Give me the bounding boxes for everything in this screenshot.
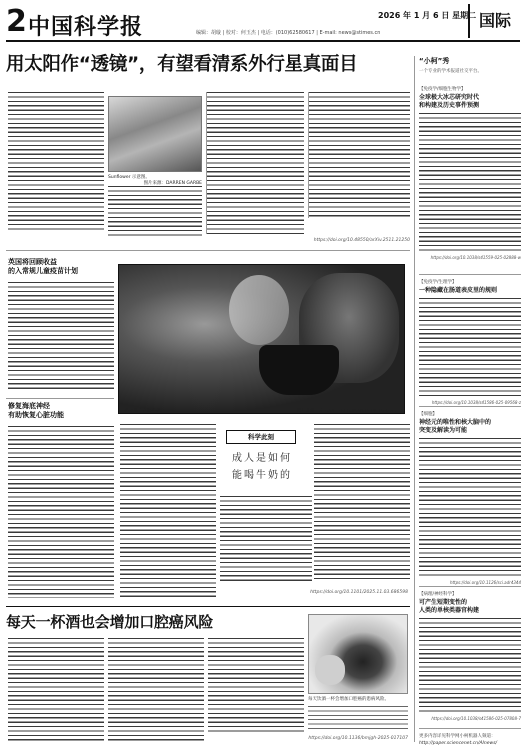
sidebar-item-title: 人类的单核类器官构建 xyxy=(419,607,480,614)
bottom-headline: 每天一杯酒也会增加口腔癌风险 xyxy=(6,613,214,631)
divider xyxy=(419,274,521,275)
section-divider xyxy=(6,250,410,251)
milk-stream xyxy=(229,275,289,345)
left-article-1 xyxy=(8,258,114,276)
bottom-article-link[interactable]: https://doi.org/10.1136/bmjgh-2025-017107 xyxy=(308,736,408,741)
sunflower-photo xyxy=(108,96,202,172)
section-label: 国际 xyxy=(468,4,520,38)
sidebar-item-body xyxy=(419,438,521,578)
sidebar-footer-link[interactable]: http://paper.sciencenet.cn/AInews/ xyxy=(419,741,498,746)
sidebar-item-tag: 【免疫学/细胞生物学】 xyxy=(419,87,466,92)
sidebar-item-link[interactable]: https://doi.org/10.1038/s41586-025-09568-z xyxy=(431,400,521,405)
divider xyxy=(419,586,521,587)
left-article-1-title-1: 英国将回顾收益 xyxy=(8,258,57,266)
feature-title-line-1: 成人是如何 xyxy=(232,453,292,464)
weekday-text: 星期二 xyxy=(452,11,477,20)
bottom-column-3 xyxy=(208,638,304,734)
feature-title xyxy=(222,450,302,486)
article-column-4 xyxy=(308,92,410,218)
newspaper-logo: 中国科学报 xyxy=(28,14,144,40)
bottom-column-2 xyxy=(108,638,204,742)
sidebar-item-title: 神经元的唯性和核大脑中的 xyxy=(419,419,492,426)
article-column-1 xyxy=(8,92,104,230)
left-article-2-title-1: 修复海底神经 xyxy=(8,402,50,410)
bottom-column-4 xyxy=(308,706,408,730)
feature-column-2 xyxy=(220,496,312,582)
milk-drinking-photo xyxy=(118,264,405,414)
sidebar-title: “小柯”秀 xyxy=(419,57,450,65)
feature-column-1 xyxy=(120,424,216,598)
photo-credit: 图片来源：DARREN GARBE xyxy=(143,181,202,186)
sidebar-item-title: 一种隐藏在肠道表皮里的规则 xyxy=(419,287,498,294)
bottom-divider xyxy=(6,606,410,607)
bottom-column-1 xyxy=(8,638,104,742)
sidebar-item-body xyxy=(419,113,521,253)
photo-caption: Sunflower 示意图。 xyxy=(108,175,150,180)
left-article-2-body xyxy=(8,426,114,598)
sidebar-item-link[interactable]: https://doi.org/10.1038/s41586-025-07808-7 xyxy=(431,716,521,721)
sidebar xyxy=(414,56,521,746)
left-article-1-title-2: 的入常规儿童疫苗计划 xyxy=(8,267,78,275)
big-photo-credit: 图片来源：STUART FREEDMAN/IN PICTURES LTD. xyxy=(296,409,404,414)
divider xyxy=(6,398,114,399)
main-headline: 用太阳作“透镜”，有望看清系外行星真面目 xyxy=(6,54,358,75)
sidebar-item xyxy=(419,86,521,260)
drink-cup-photo xyxy=(308,614,408,694)
article-column-3 xyxy=(206,92,304,234)
left-article-1-body xyxy=(8,282,114,392)
big-photo-caption: 一名女孩正在喝牛奶。 xyxy=(120,409,165,414)
sidebar-footer xyxy=(419,724,521,748)
photo-caption-block xyxy=(108,174,202,186)
sidebar-item xyxy=(419,270,521,405)
sidebar-item-title: 可产生短期变性的 xyxy=(419,599,468,606)
sidebar-item-tag: 【病理/神经科学】 xyxy=(419,592,457,597)
sidebar-item-tag: 【细胞】 xyxy=(419,412,437,417)
cup-photo-caption: 每天饮酒一杯会增加口腔癌的患病风险。 xyxy=(308,697,389,702)
page-number: 2 xyxy=(6,4,27,39)
masthead xyxy=(6,4,520,42)
sidebar-item xyxy=(419,582,521,721)
sidebar-subtitle: 一个专业的学术报道社交平台。 xyxy=(419,69,482,74)
bucket xyxy=(259,345,339,395)
top-article-link[interactable]: https://doi.org/10.48550/arXiv.2511.21250 xyxy=(313,238,410,243)
sidebar-item-title: 和构建及历史事件预测 xyxy=(419,102,480,109)
left-article-2 xyxy=(8,402,114,420)
sidebar-item-link[interactable]: https://doi.org/10.1126/sci.adr4344 xyxy=(449,580,521,585)
divider xyxy=(419,406,521,407)
editor-info: 编辑：胡璇 | 校对：何玉杰 | 电话：(010)62580617 | E-mail: news@stimes.cn xyxy=(196,30,381,36)
sidebar-item-body xyxy=(419,298,521,398)
divider xyxy=(419,728,521,729)
sidebar-item-title: 突变及解读为可能 xyxy=(419,427,468,434)
feature-title-line-2: 能喝牛奶的 xyxy=(232,470,292,481)
issue-date xyxy=(378,10,476,21)
date-text: 2026 年 1 月 6 日 xyxy=(378,11,450,20)
article-column-2 xyxy=(108,186,202,236)
sidebar-item-link[interactable]: https://doi.org/10.1038/s41559-025-02888-w xyxy=(430,255,521,260)
sidebar-item-body xyxy=(419,618,521,714)
sidebar-item-tag: 【免疫学/生理学】 xyxy=(419,280,457,285)
sidebar-item-title: 全球极大冰芯研究时代 xyxy=(419,94,480,101)
sidebar-item xyxy=(419,402,521,585)
sidebar-header xyxy=(419,56,521,82)
feature-link[interactable]: https://doi.org/10.1101/2025.11.03.686598 xyxy=(310,590,408,595)
sidebar-footer-text: 更多内容详见科学网小柯机器人频道： xyxy=(419,734,496,739)
feature-column-3 xyxy=(314,424,410,582)
feature-label: 科学此刻 xyxy=(226,430,296,444)
hand xyxy=(315,655,345,685)
left-article-2-title-2: 有助恢复心脏功能 xyxy=(8,411,64,419)
